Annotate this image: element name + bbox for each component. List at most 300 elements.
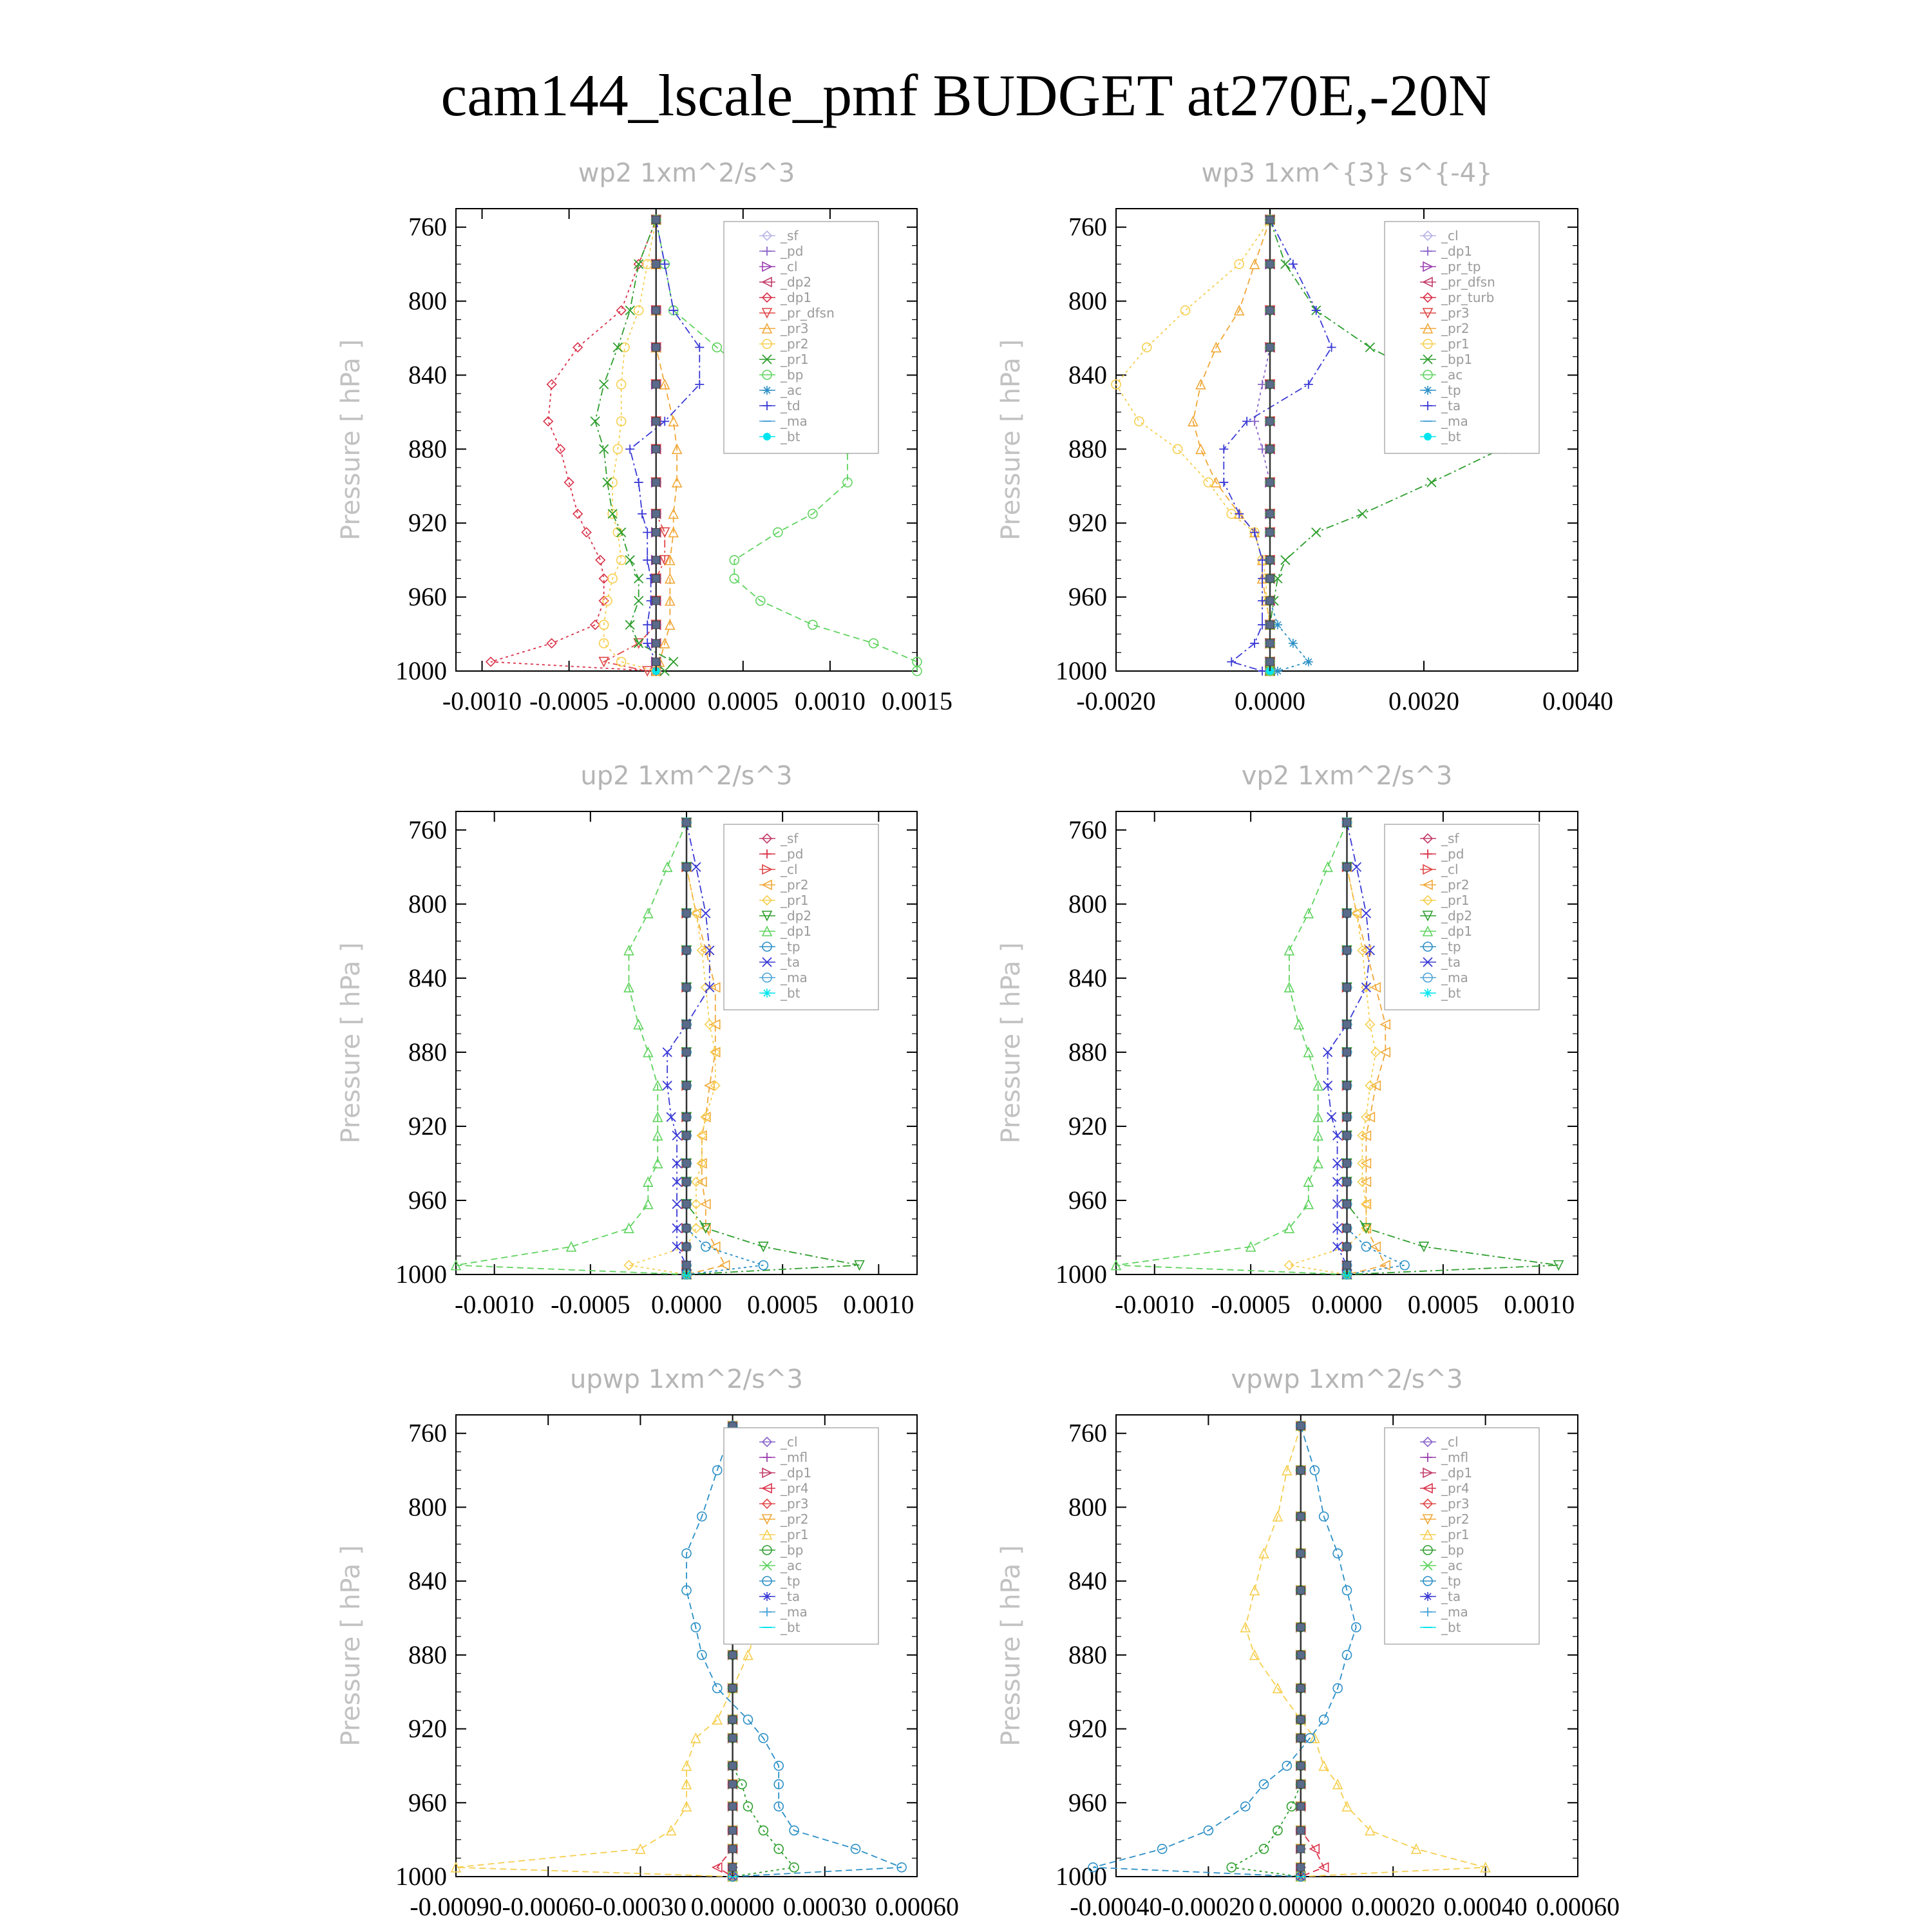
x-tick-label: -0.00040: [1070, 1892, 1162, 1921]
y-tick-label: 840: [1068, 1566, 1107, 1596]
zero-stack-marker: [729, 1826, 737, 1834]
y-axis-label: Pressure [ hPa ]: [336, 942, 366, 1144]
x-tick-label: 0.00000: [1258, 1892, 1343, 1921]
y-tick-label: 1000: [1056, 1260, 1107, 1289]
x-tick-label: 0.0015: [882, 687, 952, 715]
legend-label: _pr1: [781, 1527, 809, 1542]
series-point: [625, 306, 634, 315]
series-point: [625, 444, 634, 453]
series-bp: [1227, 1421, 1305, 1881]
legend-label: _tp: [781, 939, 800, 954]
legend-label: _pr_dfsn: [781, 305, 835, 321]
x-tick-label: -0.00060: [502, 1892, 594, 1921]
legend-label: _dp1: [1441, 923, 1473, 939]
series-point: [1323, 862, 1332, 871]
y-tick-label: 840: [1068, 360, 1107, 390]
series-point: [596, 556, 605, 565]
legend-label: _cl: [781, 1434, 798, 1450]
series-point: [591, 417, 600, 426]
legend-label: _pr2: [781, 336, 809, 352]
zero-stack-marker: [1297, 1734, 1305, 1742]
series-point: [1361, 1242, 1370, 1251]
legend-label: _pr1: [781, 893, 809, 908]
legend-label: _pr2: [1441, 1511, 1470, 1527]
legend-label: _cl: [781, 259, 798, 274]
legend-label: _tp: [781, 1573, 800, 1589]
legend-label: _pr1: [1441, 336, 1470, 352]
series-line: [629, 822, 715, 1274]
legend-label: _dp1: [781, 290, 812, 305]
legend-label: _pr4: [781, 1481, 809, 1496]
series-point: [600, 380, 609, 389]
zero-stack-marker: [652, 621, 660, 629]
legend-label: _ac: [781, 1558, 802, 1573]
series-point: [1135, 417, 1144, 426]
series-point: [617, 658, 626, 667]
zero-stack-marker: [729, 1864, 737, 1871]
zero-stack-marker: [652, 307, 660, 314]
zero-stack-marker: [1297, 1864, 1305, 1871]
series-point: [669, 658, 678, 667]
legend-label: _ac: [781, 383, 802, 398]
zero-stack-marker: [683, 1159, 690, 1167]
series-point: [1196, 444, 1205, 453]
legend-marker: [1423, 386, 1432, 395]
zero-stack-marker: [1297, 1826, 1305, 1834]
zero-stack-marker: [652, 597, 660, 605]
legend-label: _pr3: [1441, 305, 1470, 321]
series-point: [1281, 556, 1290, 565]
series-point: [643, 620, 652, 629]
legend-label: _cl: [1441, 862, 1459, 877]
zero-stack-marker: [683, 1132, 690, 1139]
legend-label: _mfl: [781, 1450, 808, 1465]
series-point: [1320, 1761, 1329, 1770]
x-tick-label: -0.0020: [1076, 687, 1156, 715]
series-point: [1273, 667, 1282, 676]
legend-label: _bt: [781, 1620, 800, 1635]
series-line: [1224, 220, 1331, 671]
series-point: [1294, 1020, 1303, 1029]
series-line: [456, 1426, 770, 1877]
series-point: [1250, 417, 1259, 426]
legend-label: _pr4: [1441, 1481, 1470, 1496]
legend-label: _bp: [781, 1542, 804, 1558]
panel-1: [336, 158, 952, 715]
series-point: [1361, 909, 1370, 918]
series-point: [1219, 478, 1228, 487]
legend-label: _dp2: [781, 274, 812, 290]
zero-stack-marker: [1297, 1716, 1305, 1723]
legend-label: _dp2: [1441, 908, 1473, 923]
legend-label: _ta: [1441, 1589, 1461, 1604]
legend-label: _ma: [1441, 970, 1468, 985]
series-point: [692, 862, 701, 871]
zero-stack-marker: [1343, 819, 1351, 826]
legend-label: _bt: [1441, 985, 1461, 1001]
y-tick-label: 960: [1068, 1185, 1107, 1215]
y-tick-label: 1000: [395, 656, 447, 685]
series-point: [613, 343, 622, 352]
x-tick-label: 0.0005: [1407, 1290, 1479, 1319]
legend-marker: [763, 433, 771, 440]
zero-stack-marker: [1343, 1021, 1351, 1028]
legend-label: _pd: [781, 243, 804, 259]
y-tick-label: 1000: [395, 1260, 447, 1289]
y-axis-label: Pressure [ hPa ]: [996, 339, 1026, 541]
series-point: [1327, 343, 1336, 352]
x-tick-label: 0.0005: [747, 1290, 819, 1319]
legend-label: _bt: [1441, 429, 1461, 444]
zero-stack-marker: [1343, 1048, 1351, 1056]
zero-stack-marker: [1266, 260, 1274, 268]
y-tick-label: 920: [408, 1714, 447, 1743]
y-axis-label: Pressure [ hPa ]: [336, 339, 366, 541]
legend: [724, 1428, 878, 1644]
y-tick-label: 800: [408, 286, 447, 316]
zero-stack-marker: [1266, 381, 1274, 388]
legend-label: _bp1: [1441, 352, 1473, 367]
series-point: [1281, 260, 1290, 269]
zero-stack-marker: [1266, 529, 1274, 536]
y-tick-label: 960: [1068, 582, 1107, 612]
zero-stack-marker: [1343, 1159, 1351, 1167]
series-line: [1116, 220, 1270, 671]
zero-stack-marker: [652, 260, 660, 268]
zero-stack-marker: [652, 529, 660, 536]
zero-stack-marker: [1343, 1132, 1351, 1139]
legend-label: _dp1: [1441, 1465, 1473, 1481]
zero-stack-marker: [683, 1048, 690, 1056]
y-tick-label: 880: [1068, 1640, 1107, 1669]
series-tp: [1088, 1421, 1361, 1881]
panel-title: wp2 1xm^2/s^3: [578, 158, 795, 188]
zero-stack-marker: [1266, 621, 1274, 629]
legend-label: _cl: [1441, 228, 1459, 243]
y-tick-label: 960: [1068, 1788, 1107, 1817]
y-tick-label: 920: [1068, 508, 1107, 538]
zero-stack-marker: [1266, 639, 1274, 647]
series-point: [701, 909, 710, 918]
legend-label: _ma: [781, 970, 808, 985]
x-tick-label: 0.00060: [875, 1892, 959, 1921]
zero-stack-marker: [1343, 1224, 1351, 1232]
series-point: [1273, 1826, 1282, 1835]
y-tick-label: 840: [408, 360, 447, 390]
series-point: [643, 528, 652, 537]
series-dp1: [451, 818, 691, 1279]
y-tick-label: 840: [408, 963, 447, 992]
y-tick-label: 840: [408, 1566, 447, 1596]
legend-label: _dp1: [781, 923, 812, 939]
series-point: [1204, 478, 1213, 487]
zero-stack-marker: [729, 1803, 737, 1810]
series-point: [663, 862, 672, 871]
legend-label: _tp: [1441, 1573, 1461, 1589]
x-tick-label: -0.0000: [616, 687, 696, 715]
zero-stack-marker: [683, 1021, 690, 1028]
series-pr1: [1112, 215, 1274, 676]
zero-stack-marker: [1297, 1513, 1305, 1520]
x-tick-label: 0.00030: [782, 1892, 867, 1921]
series-point: [625, 620, 634, 629]
zero-stack-marker: [1297, 1781, 1305, 1788]
legend-label: _td: [781, 398, 800, 413]
legend-label: _pr_tp: [1441, 259, 1481, 274]
legend-label: _ta: [1441, 398, 1461, 413]
legend-marker: [762, 989, 772, 998]
legend-label: _cl: [781, 862, 798, 877]
y-tick-label: 880: [408, 434, 447, 464]
zero-stack-marker: [683, 1200, 690, 1208]
x-tick-label: -0.0010: [1115, 1290, 1195, 1319]
x-tick-label: 0.00040: [1443, 1892, 1528, 1921]
zero-stack-marker: [1297, 1803, 1305, 1810]
series-point: [1304, 658, 1313, 667]
legend-label: _mfl: [1441, 1450, 1469, 1465]
y-tick-label: 840: [1068, 963, 1107, 992]
zero-stack-marker: [652, 343, 660, 351]
series-line: [1193, 220, 1271, 671]
panel-title: vpwp 1xm^2/s^3: [1231, 1365, 1463, 1394]
legend-label: _ta: [781, 954, 800, 970]
zero-stack-marker: [729, 1651, 737, 1659]
x-tick-label: 0.00000: [690, 1892, 775, 1921]
x-tick-label: 0.0000: [651, 1290, 722, 1319]
zero-stack-marker: [1266, 478, 1274, 486]
series-point: [672, 1131, 681, 1140]
legend-label: _pr3: [781, 321, 809, 336]
x-tick-label: 0.0000: [1311, 1290, 1383, 1319]
y-tick-label: 880: [408, 1037, 447, 1066]
series-point: [1312, 528, 1321, 537]
x-tick-label: -0.00020: [1162, 1892, 1255, 1921]
zero-stack-marker: [1343, 909, 1351, 917]
series-point: [701, 1113, 710, 1122]
legend-label: _dp1: [781, 1465, 812, 1481]
x-tick-label: 0.0010: [794, 687, 866, 715]
x-tick-label: -0.0005: [551, 1290, 630, 1319]
legend-label: _ma: [781, 413, 808, 429]
legend-label: _bp: [781, 367, 804, 383]
x-tick-label: -0.0010: [455, 1290, 535, 1319]
series-point: [1219, 444, 1228, 453]
panel-title: upwp 1xm^2/s^3: [570, 1365, 803, 1394]
x-tick-label: 0.0010: [843, 1290, 914, 1319]
zero-stack-marker: [1343, 863, 1351, 871]
legend-label: _pr2: [781, 877, 809, 893]
legend-label: _bt: [1441, 1620, 1461, 1635]
series-ta: [1219, 215, 1336, 676]
legend: [724, 222, 878, 453]
legend-marker: [762, 386, 772, 395]
y-tick-label: 1000: [1056, 656, 1107, 685]
series-point: [634, 574, 643, 583]
legend-label: _sf: [781, 228, 799, 243]
zero-stack-marker: [1297, 1845, 1305, 1853]
zero-stack-marker: [1343, 1082, 1351, 1090]
series-point: [634, 478, 643, 487]
x-tick-label: 0.00020: [1351, 1892, 1435, 1921]
y-tick-label: 920: [408, 508, 447, 538]
legend-marker: [1424, 433, 1432, 440]
series-point: [1327, 1113, 1336, 1122]
zero-stack-marker: [1266, 556, 1274, 564]
panel-title: up2 1xm^2/s^3: [580, 761, 793, 791]
zero-stack-marker: [1297, 1586, 1305, 1594]
zero-stack-marker: [1343, 1178, 1351, 1186]
zero-stack-marker: [1266, 658, 1274, 666]
y-tick-label: 960: [408, 582, 447, 612]
series-line: [1289, 822, 1376, 1274]
legend-label: _ta: [1441, 954, 1461, 970]
series-point: [625, 1261, 634, 1270]
series-point: [1333, 1131, 1342, 1140]
series-point: [1259, 1549, 1268, 1558]
y-tick-label: 800: [1068, 286, 1107, 316]
zero-stack-marker: [1297, 1684, 1305, 1692]
y-tick-label: 760: [1068, 1418, 1107, 1448]
zero-stack-marker: [1266, 574, 1274, 582]
series-point: [625, 556, 634, 565]
y-tick-label: 800: [1068, 889, 1107, 918]
zero-stack-marker: [1297, 1422, 1305, 1430]
series-point: [634, 260, 643, 269]
x-tick-label: -0.00090: [410, 1892, 502, 1921]
zero-stack-marker: [1266, 343, 1274, 351]
x-tick-label: 0.00060: [1536, 1892, 1620, 1921]
series-point: [808, 620, 817, 629]
series-point: [1259, 1844, 1268, 1853]
zero-stack-marker: [652, 658, 660, 666]
legend-label: _sf: [781, 831, 799, 846]
series-point: [1173, 444, 1182, 453]
series-point: [1365, 343, 1374, 352]
series-point: [1227, 658, 1236, 667]
zero-stack-marker: [1297, 1549, 1305, 1557]
series-point: [634, 306, 643, 315]
y-tick-label: 800: [408, 889, 447, 918]
zero-stack-marker: [683, 1178, 690, 1186]
legend-marker: [1423, 1592, 1432, 1601]
zero-stack-marker: [1343, 1200, 1351, 1208]
y-tick-label: 760: [1068, 815, 1107, 844]
zero-stack-marker: [683, 819, 690, 826]
y-tick-label: 880: [408, 1640, 447, 1669]
legend-label: _bt: [781, 985, 800, 1001]
zero-stack-marker: [1266, 307, 1274, 314]
zero-stack-marker: [729, 1734, 737, 1742]
series-point: [591, 620, 600, 629]
legend: [1385, 1428, 1539, 1644]
zero-stack-marker: [1266, 510, 1274, 518]
legend-marker: [1423, 989, 1432, 998]
legend-label: _ma: [1441, 413, 1468, 429]
panel-title: wp3 1xm^{3} s^{-4}: [1201, 158, 1493, 188]
series-point: [1358, 509, 1367, 518]
series-point: [1304, 1048, 1313, 1057]
zero-stack-marker: [683, 1224, 690, 1232]
y-axis-label: Pressure [ hPa ]: [336, 1545, 366, 1747]
y-tick-label: 800: [1068, 1492, 1107, 1522]
y-tick-label: 1000: [1056, 1862, 1107, 1891]
legend-marker: [762, 1592, 772, 1601]
legend-label: _pr1: [781, 352, 809, 367]
series-point: [713, 1683, 722, 1692]
y-tick-label: 760: [1068, 212, 1107, 242]
x-tick-label: 0.0010: [1504, 1290, 1575, 1319]
legend-label: _dp2: [781, 908, 812, 923]
zero-stack-marker: [652, 478, 660, 486]
y-tick-label: 1000: [395, 1862, 447, 1891]
zero-stack-marker: [1266, 597, 1274, 605]
series-line: [630, 220, 699, 671]
zero-stack-marker: [652, 417, 660, 425]
series-point: [701, 1113, 710, 1122]
y-tick-label: 960: [408, 1788, 447, 1817]
legend-label: _pr_turb: [1441, 290, 1495, 305]
panel-2: [996, 158, 1613, 715]
zero-stack-marker: [683, 909, 690, 917]
y-axis-label: Pressure [ hPa ]: [996, 942, 1026, 1144]
legend: [1385, 222, 1539, 453]
y-tick-label: 800: [408, 1492, 447, 1522]
zero-stack-marker: [1343, 947, 1351, 954]
zero-stack-marker: [652, 574, 660, 582]
legend-label: _cl: [1441, 1434, 1459, 1450]
series-point: [1289, 260, 1298, 269]
legend-label: _bp: [1441, 1542, 1464, 1558]
zero-stack-marker: [729, 1781, 737, 1788]
zero-stack-marker: [729, 1684, 737, 1692]
series-point: [1400, 1261, 1409, 1270]
legend-label: _pr2: [1441, 877, 1470, 893]
x-tick-label: 0.0020: [1388, 687, 1459, 715]
series-point: [634, 1020, 643, 1029]
series-point: [573, 343, 582, 352]
y-tick-label: 880: [1068, 434, 1107, 464]
zero-stack-marker: [1343, 983, 1351, 991]
series-point: [1427, 478, 1436, 487]
legend-label: _ma: [1441, 1604, 1468, 1620]
legend-label: _pr2: [1441, 321, 1470, 336]
zero-stack-marker: [1266, 417, 1274, 425]
series-point: [1142, 343, 1151, 352]
series-point: [1273, 620, 1282, 629]
y-tick-label: 880: [1068, 1037, 1107, 1066]
panel-6: [996, 1365, 1620, 1921]
series-point: [1304, 380, 1313, 389]
series-point: [643, 1048, 652, 1057]
zero-stack-marker: [652, 216, 660, 223]
zero-stack-marker: [683, 863, 690, 871]
legend-label: _ac: [1441, 1558, 1463, 1573]
legend-label: _dp1: [1441, 243, 1473, 259]
legend-label: _tp: [1441, 383, 1461, 398]
y-tick-label: 920: [408, 1111, 447, 1141]
legend-label: _pr1: [1441, 893, 1470, 908]
x-tick-label: -0.0005: [1211, 1290, 1291, 1319]
legend-label: _pr_dfsn: [1441, 274, 1495, 290]
zero-stack-marker: [729, 1762, 737, 1770]
legend-label: _pd: [1441, 846, 1464, 862]
zero-stack-marker: [652, 510, 660, 518]
zero-stack-marker: [1266, 445, 1274, 453]
legend-label: _bt: [781, 429, 800, 444]
series-point: [721, 1261, 730, 1270]
legend: [1385, 824, 1539, 1010]
series-point: [634, 639, 643, 648]
